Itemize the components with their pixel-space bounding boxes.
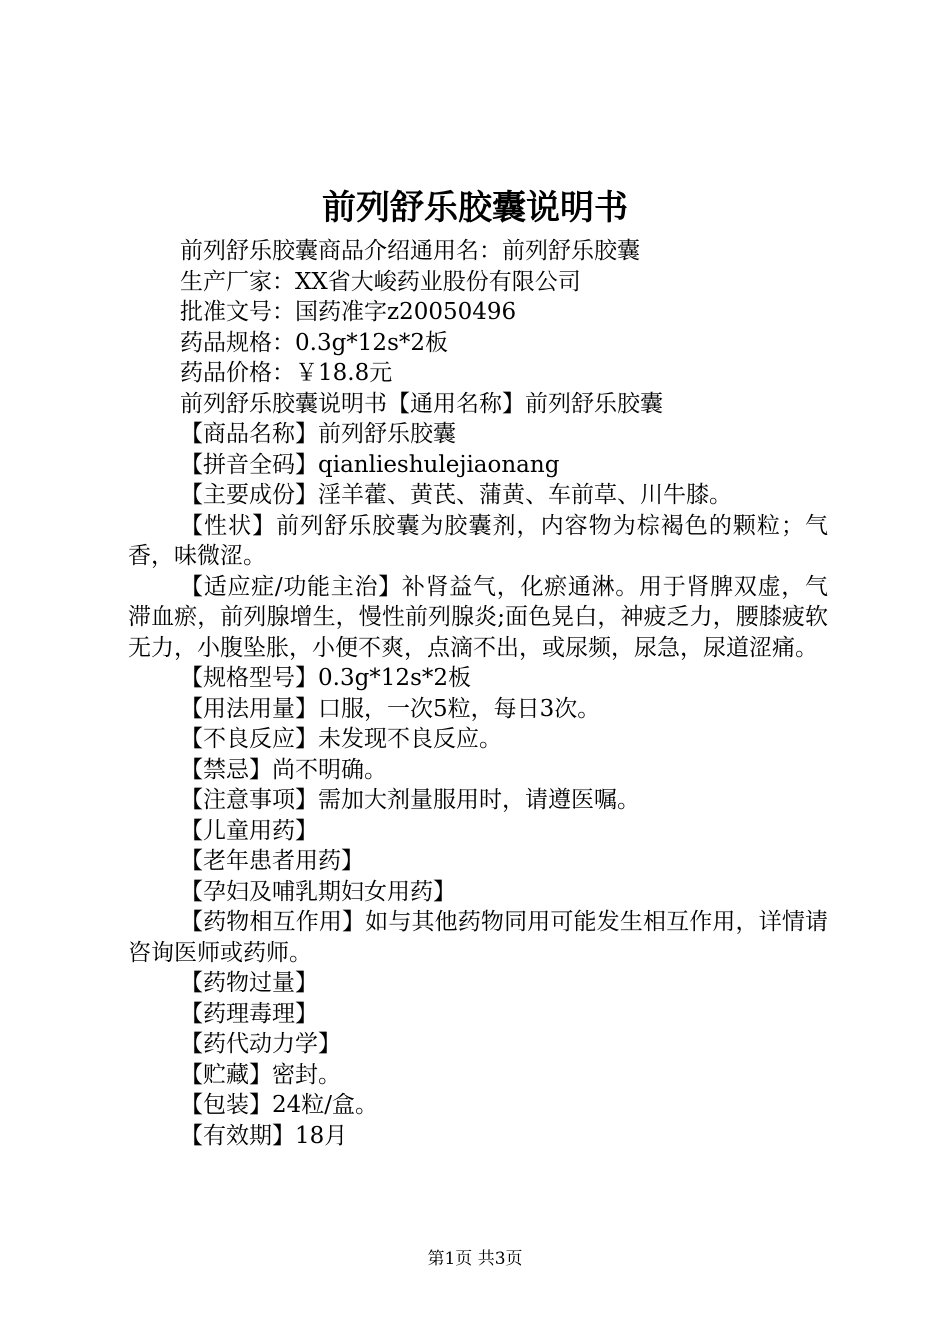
- paragraph: 【不良反应】未发现不良反应。: [180, 726, 502, 752]
- paragraph: 【老年患者用药】: [180, 848, 364, 874]
- paragraph: 生产厂家：XX省大峻药业股份有限公司: [180, 268, 581, 295]
- paragraph: 【贮藏】密封。: [180, 1061, 341, 1088]
- paragraph: 【包装】24粒/盒。: [180, 1092, 379, 1118]
- paragraph: 【注意事项】需加大剂量服用时，请遵医嘱。: [180, 787, 640, 813]
- document-body: [128, 236, 828, 1151]
- paragraph: 前列舒乐胶囊说明书【通用名称】前列舒乐胶囊: [180, 390, 663, 417]
- paragraph: 【规格型号】0.3g*12s*2板: [180, 665, 472, 691]
- paragraph: 批准文号：国药准字z20050496: [180, 299, 517, 325]
- paragraph: 药品规格：0.3g*12s*2板: [180, 329, 449, 356]
- paragraph: 【药代动力学】: [180, 1031, 341, 1057]
- paragraph: 【药理毒理】: [180, 1000, 318, 1027]
- paragraph: 前列舒乐胶囊商品介绍通用名：前列舒乐胶囊: [180, 238, 640, 264]
- document-title: 前列舒乐胶囊说明书: [322, 188, 628, 228]
- paragraph: 【主要成份】淫羊藿、黄芪、蒲黄、车前草、川牛膝。: [180, 482, 732, 508]
- paragraph: 【性状】前列舒乐胶囊为胶囊剂，内容物为棕褐色的颗粒；气香，味微涩。: [128, 512, 828, 569]
- paragraph: 【禁忌】尚不明确。: [180, 756, 387, 783]
- paragraph: 【药物相互作用】如与其他药物同用可能发生相互作用，详情请咨询医师或药师。: [128, 909, 828, 966]
- paragraph: 【拼音全码】qianlieshulejiaonang: [180, 451, 560, 478]
- paragraph: 【孕妇及哺乳期妇女用药】: [180, 878, 456, 905]
- page-number-footer: 第1页 共3页: [427, 1249, 523, 1269]
- paragraph: 【适应症/功能主治】补肾益气，化瘀通淋。用于肾脾双虚，气滞血瘀，前列腺增生，慢性前列腺炎;面色晃白，神疲乏力，腰膝疲软无力，小腹坠胀，小便不爽，点滴不出，或尿频，尿急，尿道涩痛。: [128, 573, 828, 661]
- paragraph: 【商品名称】前列舒乐胶囊: [180, 421, 456, 447]
- paragraph: 【有效期】18月: [180, 1122, 348, 1149]
- paragraph: 【儿童用药】: [180, 817, 318, 844]
- paragraph: 【用法用量】口服，一次5粒，每日3次。: [180, 695, 601, 722]
- paragraph: 【药物过量】: [180, 970, 318, 996]
- paragraph: 药品价格：￥18.8元: [180, 360, 393, 386]
